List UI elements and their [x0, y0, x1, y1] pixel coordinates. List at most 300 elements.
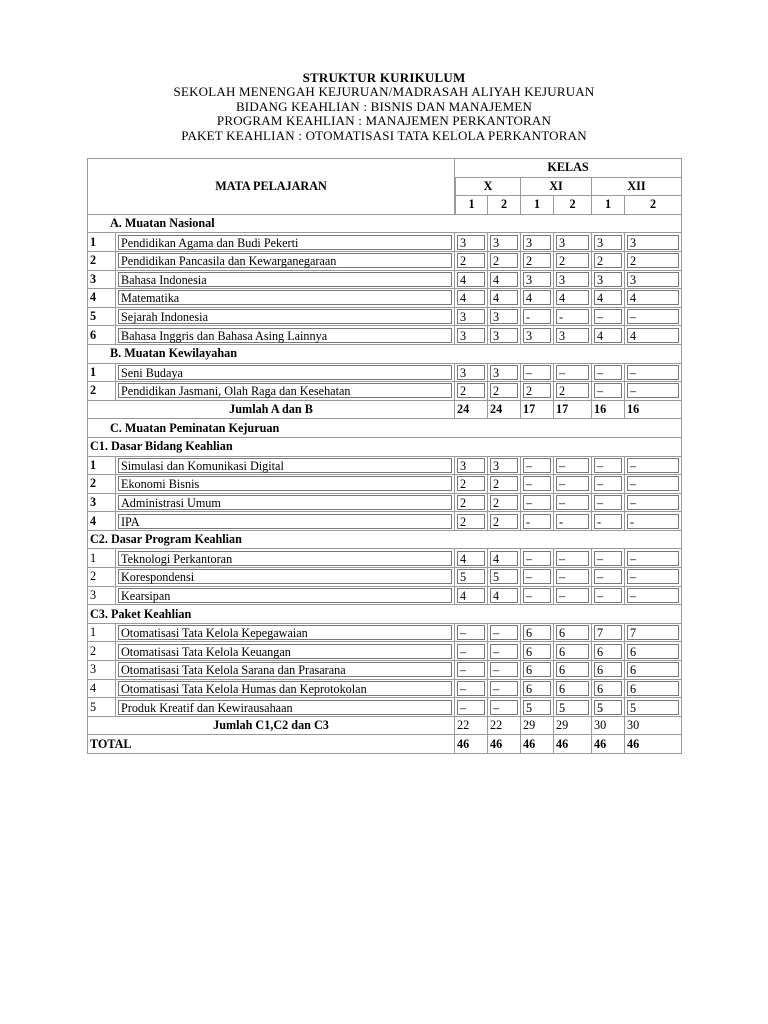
hours-cell — [488, 549, 521, 568]
hours-value: 6 — [556, 662, 589, 677]
subject-name-cell — [116, 308, 455, 327]
subsection-row — [87, 605, 682, 624]
hours-cell — [592, 289, 625, 308]
subtotal-value: 22 — [488, 717, 521, 736]
hours-cell — [521, 308, 554, 327]
subject-number — [87, 382, 116, 401]
hours-value: 4 — [594, 328, 622, 343]
hours-value: – — [627, 588, 679, 603]
hours-value: – — [457, 644, 485, 659]
hours-cell — [592, 308, 625, 327]
hours-value: 3 — [594, 235, 622, 250]
hours-value: – — [594, 458, 622, 473]
hours-value: 4 — [627, 290, 679, 305]
subject-number-text: 6 — [90, 327, 97, 342]
hours-value: 3 — [523, 235, 551, 250]
subject-row — [87, 568, 682, 587]
hours-cell — [625, 587, 682, 606]
hours-cell — [455, 364, 488, 383]
hours-cell — [521, 661, 554, 680]
hours-value: 4 — [523, 290, 551, 305]
subtotal-value: 24 — [488, 401, 521, 420]
subject-number — [87, 326, 116, 345]
grand-total-value: 46 — [554, 735, 592, 754]
hours-value: 6 — [523, 644, 551, 659]
doc-subtitle-paket: PAKET KEAHLIAN : OTOMATISASI TATA KELOLA PERKANTORAN — [181, 127, 587, 143]
hours-value: 2 — [594, 253, 622, 268]
hours-value: 3 — [523, 272, 551, 287]
hours-cell — [521, 364, 554, 383]
subject-row — [87, 364, 682, 383]
hours-value: 6 — [627, 662, 679, 677]
hours-cell — [592, 642, 625, 661]
subject-number-text: 1 — [90, 550, 97, 565]
subject-name-cell — [116, 624, 455, 643]
hours-value: 2 — [457, 495, 485, 510]
hours-value: 5 — [457, 569, 485, 584]
subject-row — [87, 642, 682, 661]
hours-cell — [488, 289, 521, 308]
hours-cell — [455, 624, 488, 643]
hours-cell — [625, 512, 682, 531]
hours-cell — [455, 271, 488, 290]
hours-value: 2 — [490, 253, 518, 268]
hours-value: 6 — [556, 625, 589, 640]
hours-cell — [625, 364, 682, 383]
subject-row — [87, 680, 682, 699]
hours-value: 2 — [523, 253, 551, 268]
hours-value: 3 — [490, 235, 518, 250]
hours-cell — [554, 642, 592, 661]
subject-row — [87, 326, 682, 345]
hours-value: 7 — [594, 625, 622, 640]
hours-value: 2 — [490, 476, 518, 491]
subject-number-text: 3 — [90, 494, 97, 509]
subject-row — [87, 624, 682, 643]
header-semester: 2 — [488, 196, 521, 215]
hours-cell — [521, 271, 554, 290]
hours-cell — [455, 289, 488, 308]
hours-cell — [625, 494, 682, 513]
hours-cell — [592, 457, 625, 476]
hours-value: 5 — [523, 700, 551, 715]
subtotal-row — [87, 401, 682, 420]
hours-value: 6 — [523, 681, 551, 696]
subject-number-text: 3 — [90, 662, 97, 677]
subject-name: Sejarah Indonesia — [118, 309, 452, 324]
hours-value: 6 — [523, 662, 551, 677]
hours-value: – — [523, 495, 551, 510]
hours-cell — [521, 475, 554, 494]
hours-value: – — [490, 700, 518, 715]
subject-row — [87, 587, 682, 606]
hours-value: – — [490, 681, 518, 696]
hours-value: – — [627, 458, 679, 473]
subject-name-cell — [116, 326, 455, 345]
hours-cell — [592, 494, 625, 513]
subject-number-text: 4 — [90, 290, 97, 305]
subject-row — [87, 457, 682, 476]
hours-value: 6 — [594, 644, 622, 659]
hours-cell — [625, 642, 682, 661]
subject-number — [87, 549, 116, 568]
hours-value: – — [523, 458, 551, 473]
subject-name-cell — [116, 512, 455, 531]
hours-value: 3 — [490, 365, 518, 380]
subject-number — [87, 587, 116, 606]
hours-value: 5 — [556, 700, 589, 715]
subject-name-cell — [116, 457, 455, 476]
hours-value: – — [457, 625, 485, 640]
subject-name: Administrasi Umum — [118, 495, 452, 510]
doc-subtitle-school: SEKOLAH MENENGAH KEJURUAN/MADRASAH ALIYAH KEJURUAN — [173, 84, 595, 100]
hours-value: 4 — [490, 551, 518, 566]
hours-cell — [488, 233, 521, 252]
hours-value: 4 — [627, 328, 679, 343]
hours-cell — [521, 680, 554, 699]
hours-cell — [455, 680, 488, 699]
hours-cell — [554, 568, 592, 587]
hours-cell — [455, 457, 488, 476]
hours-cell — [488, 680, 521, 699]
hours-value: 5 — [490, 569, 518, 584]
hours-cell — [625, 382, 682, 401]
subject-name-cell — [116, 568, 455, 587]
subject-name-cell — [116, 698, 455, 717]
hours-cell — [488, 457, 521, 476]
hours-cell — [521, 252, 554, 271]
hours-value: 6 — [627, 644, 679, 659]
hours-cell — [488, 252, 521, 271]
subject-name-cell — [116, 271, 455, 290]
hours-cell — [455, 661, 488, 680]
subject-row — [87, 289, 682, 308]
hours-value: – — [627, 551, 679, 566]
subject-number-text: 1 — [90, 625, 97, 640]
hours-value: - — [523, 514, 551, 529]
subtotal-value: 29 — [554, 717, 592, 736]
header-grade-x: X — [455, 178, 521, 197]
hours-cell — [554, 698, 592, 717]
hours-cell — [625, 271, 682, 290]
hours-value: 3 — [594, 272, 622, 287]
hours-value: 3 — [457, 309, 485, 324]
hours-cell — [455, 698, 488, 717]
subject-row — [87, 698, 682, 717]
hours-cell — [521, 326, 554, 345]
subject-name: IPA — [118, 514, 452, 529]
subsection-label: C2. Dasar Program Keahlian — [87, 531, 682, 550]
hours-value: – — [594, 365, 622, 380]
subject-number — [87, 494, 116, 513]
hours-value: 4 — [457, 588, 485, 603]
hours-cell — [554, 308, 592, 327]
hours-value: - — [523, 309, 551, 324]
subtotal-label: Jumlah C1,C2 dan C3 — [87, 717, 455, 736]
hours-cell — [521, 512, 554, 531]
hours-value: 2 — [627, 253, 679, 268]
hours-cell — [625, 624, 682, 643]
hours-value: – — [627, 383, 679, 398]
hours-cell — [488, 364, 521, 383]
hours-value: 2 — [457, 476, 485, 491]
hours-value: – — [523, 588, 551, 603]
subject-name: Produk Kreatif dan Kewirausahaan — [118, 700, 452, 715]
hours-cell — [554, 475, 592, 494]
subject-number-text: 2 — [90, 569, 97, 584]
hours-value: 5 — [627, 700, 679, 715]
hours-cell — [488, 698, 521, 717]
hours-value: 4 — [490, 588, 518, 603]
hours-cell — [554, 233, 592, 252]
hours-cell — [554, 680, 592, 699]
hours-cell — [554, 587, 592, 606]
hours-cell — [488, 587, 521, 606]
subject-number — [87, 233, 116, 252]
subject-number — [87, 642, 116, 661]
hours-value: - — [556, 514, 589, 529]
subject-name-cell — [116, 252, 455, 271]
hours-cell — [455, 475, 488, 494]
subject-name-cell — [116, 494, 455, 513]
subtotal-row — [87, 717, 682, 736]
hours-cell — [625, 289, 682, 308]
hours-value: – — [523, 569, 551, 584]
hours-cell — [554, 326, 592, 345]
hours-cell — [521, 289, 554, 308]
subject-number — [87, 568, 116, 587]
hours-cell — [554, 624, 592, 643]
subject-number — [87, 680, 116, 699]
subject-number — [87, 271, 116, 290]
subject-name: Teknologi Perkantoran — [118, 551, 452, 566]
hours-value: – — [594, 476, 622, 491]
subject-number — [87, 289, 116, 308]
hours-value: 3 — [457, 365, 485, 380]
hours-cell — [554, 364, 592, 383]
hours-value: – — [523, 365, 551, 380]
subtotal-value: 30 — [625, 717, 682, 736]
hours-value: 3 — [523, 328, 551, 343]
subject-number — [87, 624, 116, 643]
hours-cell — [625, 457, 682, 476]
subject-name-cell — [116, 289, 455, 308]
hours-value: 3 — [556, 328, 589, 343]
subject-row — [87, 475, 682, 494]
subject-number-text: 4 — [90, 513, 97, 528]
hours-value: – — [594, 309, 622, 324]
hours-cell — [488, 326, 521, 345]
hours-cell — [554, 661, 592, 680]
subject-name: Kearsipan — [118, 588, 452, 603]
section-label: C. Muatan Peminatan Kejuruan — [87, 419, 682, 438]
hours-value: – — [627, 476, 679, 491]
hours-value: 3 — [457, 458, 485, 473]
hours-value: – — [457, 662, 485, 677]
header-semester: 2 — [554, 196, 592, 215]
subject-number — [87, 512, 116, 531]
hours-value: 3 — [627, 272, 679, 287]
hours-cell — [521, 642, 554, 661]
hours-cell — [488, 642, 521, 661]
hours-value: – — [627, 309, 679, 324]
subject-name-cell — [116, 475, 455, 494]
subject-name: Otomatisasi Tata Kelola Kepegawaian — [118, 625, 452, 640]
subject-name: Matematika — [118, 290, 452, 305]
subject-number-text: 2 — [90, 476, 97, 491]
hours-cell — [592, 680, 625, 699]
header-semester: 1 — [592, 196, 625, 215]
hours-cell — [521, 233, 554, 252]
hours-cell — [592, 624, 625, 643]
hours-value: 4 — [490, 290, 518, 305]
subject-row — [87, 233, 682, 252]
subject-row — [87, 252, 682, 271]
subject-number-text: 1 — [90, 364, 97, 379]
section-label: B. Muatan Kewilayahan — [87, 345, 682, 364]
hours-value: – — [556, 588, 589, 603]
hours-value: – — [594, 495, 622, 510]
subtotal-value: 17 — [554, 401, 592, 420]
hours-value: 2 — [556, 383, 589, 398]
doc-subtitle-program: PROGRAM KEAHLIAN : MANAJEMEN PERKANTORAN — [216, 113, 552, 129]
hours-cell — [592, 568, 625, 587]
grand-total-label: TOTAL — [87, 735, 455, 754]
hours-value: 2 — [457, 253, 485, 268]
hours-cell — [488, 494, 521, 513]
subject-name: Korespondensi — [118, 569, 452, 584]
hours-value: – — [523, 551, 551, 566]
hours-cell — [625, 698, 682, 717]
hours-cell — [521, 494, 554, 513]
hours-value: – — [556, 569, 589, 584]
subject-name-cell — [116, 642, 455, 661]
subject-name: Pendidikan Jasmani, Olah Raga dan Kesehatan — [118, 383, 452, 398]
subtotal-value: 30 — [592, 717, 625, 736]
hours-cell — [592, 233, 625, 252]
grand-total-value: 46 — [625, 735, 682, 754]
hours-cell — [455, 382, 488, 401]
subject-number — [87, 457, 116, 476]
subject-name: Bahasa Indonesia — [118, 272, 452, 287]
subject-number-text: 3 — [90, 587, 97, 602]
hours-cell — [625, 549, 682, 568]
hours-value: 3 — [490, 309, 518, 324]
hours-cell — [455, 642, 488, 661]
header-kelas: KELAS — [455, 158, 682, 178]
hours-cell — [554, 289, 592, 308]
hours-cell — [625, 568, 682, 587]
subtotal-value: 22 — [455, 717, 488, 736]
hours-value: – — [523, 476, 551, 491]
hours-value: 6 — [556, 681, 589, 696]
subject-name-cell — [116, 233, 455, 252]
hours-value: - — [627, 514, 679, 529]
hours-value: – — [594, 383, 622, 398]
hours-value: - — [556, 309, 589, 324]
subject-number-text: 2 — [90, 253, 97, 268]
grand-total-value: 46 — [455, 735, 488, 754]
subject-name: Pendidikan Pancasila dan Kewarganegaraan — [118, 253, 452, 268]
hours-cell — [625, 661, 682, 680]
hours-cell — [625, 308, 682, 327]
doc-subtitle-bidang: BIDANG KEAHLIAN : BISNIS DAN MANAJEMEN — [235, 98, 533, 114]
hours-cell — [521, 382, 554, 401]
header-grade-xii: XII — [592, 178, 682, 197]
hours-value: 4 — [556, 290, 589, 305]
hours-cell — [488, 568, 521, 587]
hours-cell — [455, 252, 488, 271]
grand-total-value: 46 — [488, 735, 521, 754]
section-label: A. Muatan Nasional — [87, 215, 682, 234]
hours-cell — [521, 568, 554, 587]
hours-cell — [455, 587, 488, 606]
subject-name: Simulasi dan Komunikasi Digital — [118, 458, 452, 473]
subtotal-value: 29 — [521, 717, 554, 736]
subject-name: Otomatisasi Tata Kelola Humas dan Keprotokolan — [118, 681, 452, 696]
hours-value: – — [594, 551, 622, 566]
hours-value: 3 — [457, 235, 485, 250]
header-row-kelas — [87, 158, 682, 178]
hours-cell — [521, 549, 554, 568]
hours-cell — [455, 233, 488, 252]
hours-cell — [592, 698, 625, 717]
hours-cell — [455, 494, 488, 513]
subsection-row — [87, 531, 682, 550]
section-row — [87, 215, 682, 234]
grand-total-value: 46 — [521, 735, 554, 754]
hours-value: – — [457, 681, 485, 696]
subtotal-value: 24 — [455, 401, 488, 420]
subsection-label: C3. Paket Keahlian — [87, 605, 682, 624]
hours-cell — [554, 494, 592, 513]
hours-value: 4 — [594, 290, 622, 305]
subject-number — [87, 661, 116, 680]
subject-number-text: 2 — [90, 383, 97, 398]
subject-name-cell — [116, 549, 455, 568]
hours-value: – — [556, 458, 589, 473]
subject-name: Otomatisasi Tata Kelola Keuangan — [118, 644, 452, 659]
subject-name: Ekonomi Bisnis — [118, 476, 452, 491]
hours-value: 4 — [457, 551, 485, 566]
hours-cell — [592, 512, 625, 531]
header-semester: 1 — [455, 196, 488, 215]
hours-cell — [625, 475, 682, 494]
hours-value: – — [490, 625, 518, 640]
hours-value: 2 — [523, 383, 551, 398]
hours-value: 4 — [457, 290, 485, 305]
subject-number-text: 5 — [90, 309, 97, 324]
hours-cell — [455, 308, 488, 327]
hours-cell — [592, 549, 625, 568]
hours-value: – — [556, 476, 589, 491]
subject-number-text: 2 — [90, 643, 97, 658]
hours-cell — [625, 680, 682, 699]
hours-value: – — [556, 551, 589, 566]
hours-cell — [521, 457, 554, 476]
header-semester: 1 — [521, 196, 554, 215]
subject-name: Seni Budaya — [118, 365, 452, 380]
subject-row — [87, 308, 682, 327]
subject-number-text: 5 — [90, 699, 97, 714]
hours-value: 4 — [457, 272, 485, 287]
subsection-row — [87, 438, 682, 457]
hours-cell — [592, 587, 625, 606]
subject-number — [87, 475, 116, 494]
subject-name-cell — [116, 382, 455, 401]
hours-cell — [521, 587, 554, 606]
grand-total-value: 46 — [592, 735, 625, 754]
